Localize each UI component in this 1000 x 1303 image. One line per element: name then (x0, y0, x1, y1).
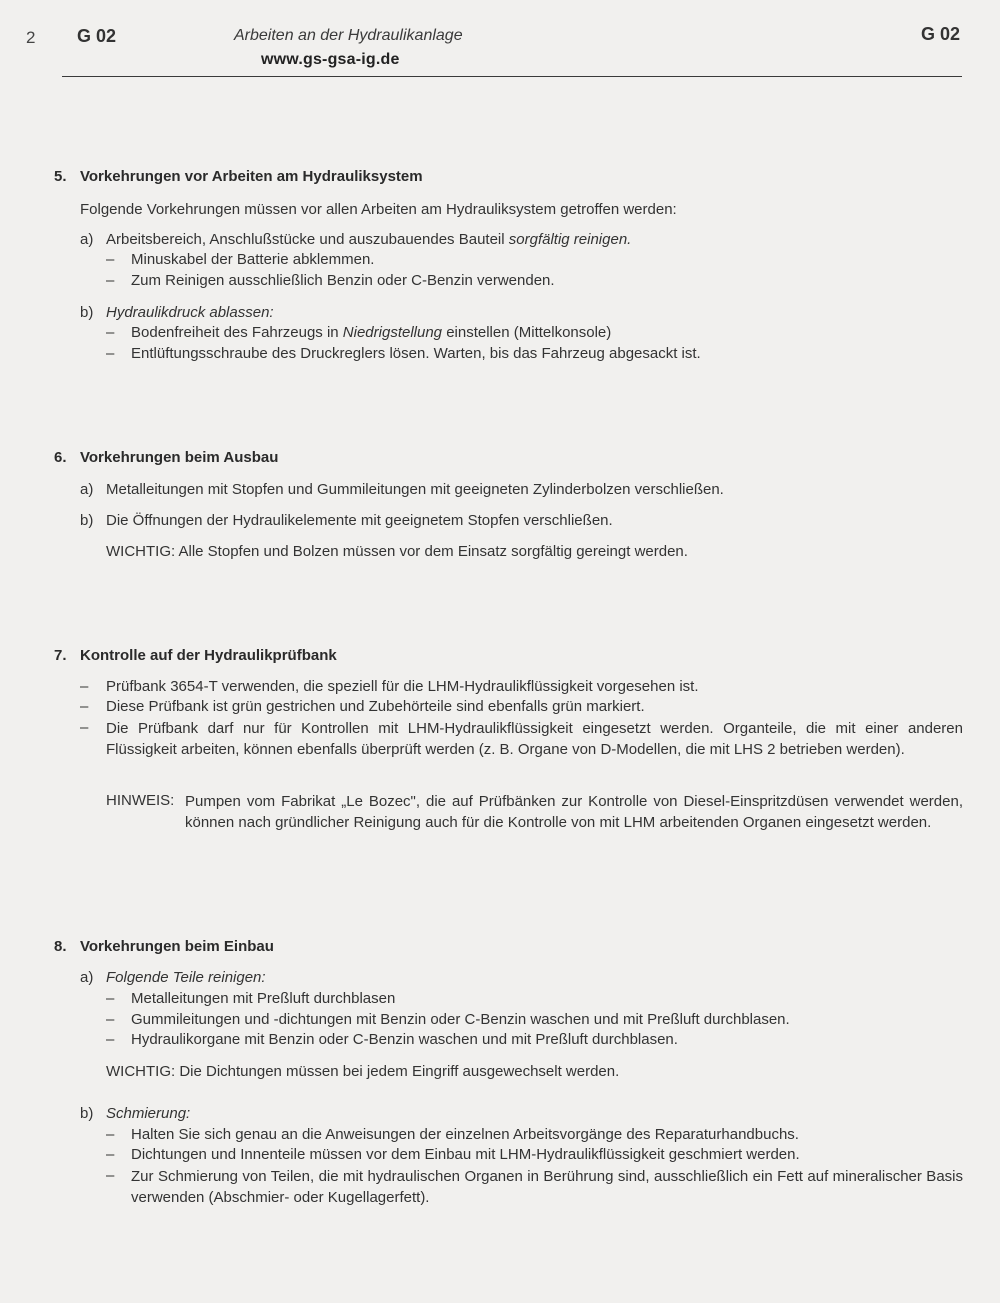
dash-bullet: – (80, 698, 89, 715)
dash-bullet: – (106, 1146, 115, 1163)
section-6-a-marker: a) (80, 481, 94, 498)
section-7-item-3: Die Prüfbank darf nur für Kontrollen mit LHM-Hydraulikflüssigkeit eingesetzt werden. Organteile, die mit einer anderen Flüssigkeit arbeiten, können ebenfalls überprüft werden (z. B. Organe von D-Modellen, die mit LHS 2 betrieben werden). (106, 720, 963, 758)
dash-bullet: – (80, 719, 89, 736)
section-8-title: Vorkehrungen beim Einbau (80, 938, 274, 955)
dash-bullet: – (106, 1126, 115, 1143)
section-5-a-marker: a) (80, 231, 94, 248)
section-8-b-item-1: Halten Sie sich genau an die Anweisungen der einzelnen Arbeitsvorgänge des Reparaturhandbuchs. (131, 1126, 799, 1143)
header-rule (62, 76, 962, 77)
dash-bullet: – (106, 1167, 115, 1184)
dash-bullet: – (106, 272, 115, 289)
dash-bullet: – (106, 345, 115, 362)
dash-bullet: – (106, 1031, 115, 1048)
section-7-number: 7. (54, 647, 67, 664)
section-7-title: Kontrolle auf der Hydraulikprüfbank (80, 647, 337, 664)
section-8-a-item-1: Metalleitungen mit Preßluft durchblasen (131, 990, 396, 1007)
section-8-b-item-2: Dichtungen und Innenteile müssen vor dem Einbau mit LHM-Hydraulikflüssigkeit geschmiert werden. (131, 1146, 800, 1163)
section-5-number: 5. (54, 168, 67, 185)
section-7-note-text: Pumpen vom Fabrikat „Le Bozec", die auf Prüfbänken zur Kontrolle von Diesel-Einspritzdüsen verwendet werden, können nach gründlicher Reinigung auch für die Kontrolle von mit LHM arbeitenden Organen eingesetzt werden. (185, 793, 963, 831)
document-code-left: G 02 (77, 26, 117, 46)
dash-bullet: – (106, 990, 115, 1007)
section-5-title: Vorkehrungen vor Arbeiten am Hydrauliksystem (80, 168, 423, 185)
header-url: www.gs-gsa-ig.de (261, 51, 400, 68)
section-7-item-2: Diese Prüfbank ist grün gestrichen und Zubehörteile sind ebenfalls grün markiert. (106, 698, 645, 715)
section-8-a-item-2: Gummileitungen und -dichtungen mit Benzin oder C-Benzin waschen und mit Preßluft durchblasen. (131, 1011, 790, 1028)
section-8-b-marker: b) (80, 1105, 94, 1122)
dash-bullet: – (106, 1011, 115, 1028)
section-5-intro: Folgende Vorkehrungen müssen vor allen Arbeiten am Hydrauliksystem getroffen werden: (80, 201, 677, 218)
section-8-b-heading: Schmierung: (106, 1105, 191, 1122)
section-7-item-1: Prüfbank 3654-T verwenden, die speziell für die LHM-Hydraulikflüssigkeit vorgesehen ist. (106, 678, 699, 695)
section-5-b-heading: Hydraulikdruck ablassen: (106, 304, 274, 321)
section-8-a-marker: a) (80, 969, 94, 986)
dash-bullet: – (106, 324, 115, 341)
dash-bullet: – (106, 251, 115, 268)
section-8-number: 8. (54, 938, 67, 955)
section-5-b-item-1: Bodenfreiheit des Fahrzeugs in Niedrigstellung einstellen (Mittelkonsole) (131, 324, 612, 341)
section-6-title: Vorkehrungen beim Ausbau (80, 449, 279, 466)
section-5-b-item-2: Entlüftungsschraube des Druckreglers lösen. Warten, bis das Fahrzeug abgesackt ist. (131, 345, 701, 362)
header-title: Arbeiten an der Hydraulikanlage (234, 27, 463, 44)
section-5-a-text: Arbeitsbereich, Anschlußstücke und auszubauendes Bauteil sorgfältig reinigen. (106, 231, 632, 248)
section-8-a-heading: Folgende Teile reinigen: (106, 969, 266, 986)
section-5-a-italic: sorgfältig reinigen. (508, 231, 632, 248)
page-number: 2 (26, 28, 36, 47)
section-6-a-text: Metalleitungen mit Stopfen und Gummileitungen mit geeigneten Zylinderbolzen verschließen. (106, 481, 724, 498)
dash-bullet: – (80, 678, 89, 695)
section-8-b-item-3: Zur Schmierung von Teilen, die mit hydraulischen Organen in Berührung sind, ausschließlich ein Fett auf mineralischer Basis verwenden (Abschmier- oder Kugellagerfett). (131, 1168, 963, 1206)
section-5-a-item-2: Zum Reinigen ausschließlich Benzin oder C-Benzin verwenden. (131, 272, 555, 289)
section-6-number: 6. (54, 449, 67, 466)
document-code-right: G 02 (921, 24, 961, 44)
section-6-b-marker: b) (80, 512, 94, 529)
section-7-note-label: HINWEIS: (106, 792, 175, 809)
section-5-a-item-1: Minuskabel der Batterie abklemmen. (131, 251, 375, 268)
section-5-b-marker: b) (80, 304, 94, 321)
section-6-note: WICHTIG: Alle Stopfen und Bolzen müssen vor dem Einsatz sorgfältig gereingt werden. (106, 543, 688, 560)
section-6-b-text: Die Öffnungen der Hydraulikelemente mit geeignetem Stopfen verschließen. (106, 512, 613, 529)
section-8-note: WICHTIG: Die Dichtungen müssen bei jedem Eingriff ausgewechselt werden. (106, 1063, 620, 1080)
section-8-a-item-3: Hydraulikorgane mit Benzin oder C-Benzin waschen und mit Preßluft durchblasen. (131, 1031, 678, 1048)
